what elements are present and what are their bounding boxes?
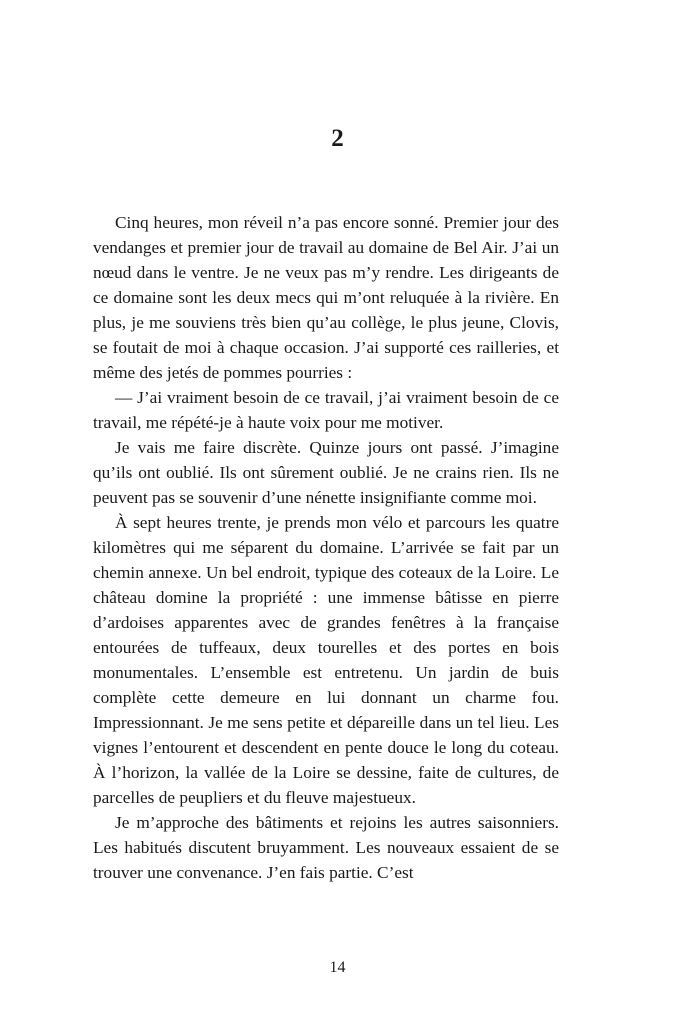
chapter-body <box>93 210 559 885</box>
dialogue-paragraph: — J’ai vraiment besoin de ce travail, j’ai vraiment besoin de ce travail, me répété-je à haute voix pour me motiver. <box>93 388 559 432</box>
paragraph: Je vais me faire discrète. Quinze jours ont passé. J’imagine qu’ils ont oublié. Ils ont sûrement oublié. Je ne crains rien. Ils ne peuvent pas se souvenir d’une nénette insignifiante comme moi. <box>93 438 559 507</box>
chapter-number: 2 <box>331 125 344 152</box>
paragraph: Cinq heures, mon réveil n’a pas encore sonné. Premier jour des vendanges et premier jour de travail au domaine de Bel Air. J’ai un nœud dans le ventre. Je ne veux pas m’y rendre. Les dirigeants de ce domaine sont les deux mecs qui m’ont reluquée à la rivière. En plus, je me souviens très bien qu’au collège, le plus jeune, Clovis, se foutait de moi à chaque occasion. J’ai supporté ces railleries, et même des jetés de pommes pourries : <box>93 213 559 382</box>
paragraph: Je m’approche des bâtiments et rejoins les autres saisonniers. Les habitués discutent bruyamment. Les nouveaux essaient de se trouver une convenance. J’en fais partie. C’est <box>93 813 559 882</box>
paragraph: À sept heures trente, je prends mon vélo et parcours les quatre kilomètres qui me séparent du domaine. L’arrivée se fait par un chemin annexe. Un bel endroit, typique des coteaux de la Loire. Le château domine la propriété : une immense bâtisse en pierre d’ardoises apparentes avec de grandes fenêtres à la française entourées de tuffeaux, deux tourelles et des portes en bois monumentales. L’ensemble est entretenu. Un jardin de buis complète cette demeure en lui donnant un charme fou. Impressionnant. Je me sens petite et dépareille dans un tel lieu. Les vignes l’entourent et descendent en pente douce le long du coteau. À l’horizon, la vallée de la Loire se dessine, faite de cultures, de parcelles de peupliers et du fleuve majestueux. <box>93 513 559 807</box>
page-number: 14 <box>329 959 346 976</box>
